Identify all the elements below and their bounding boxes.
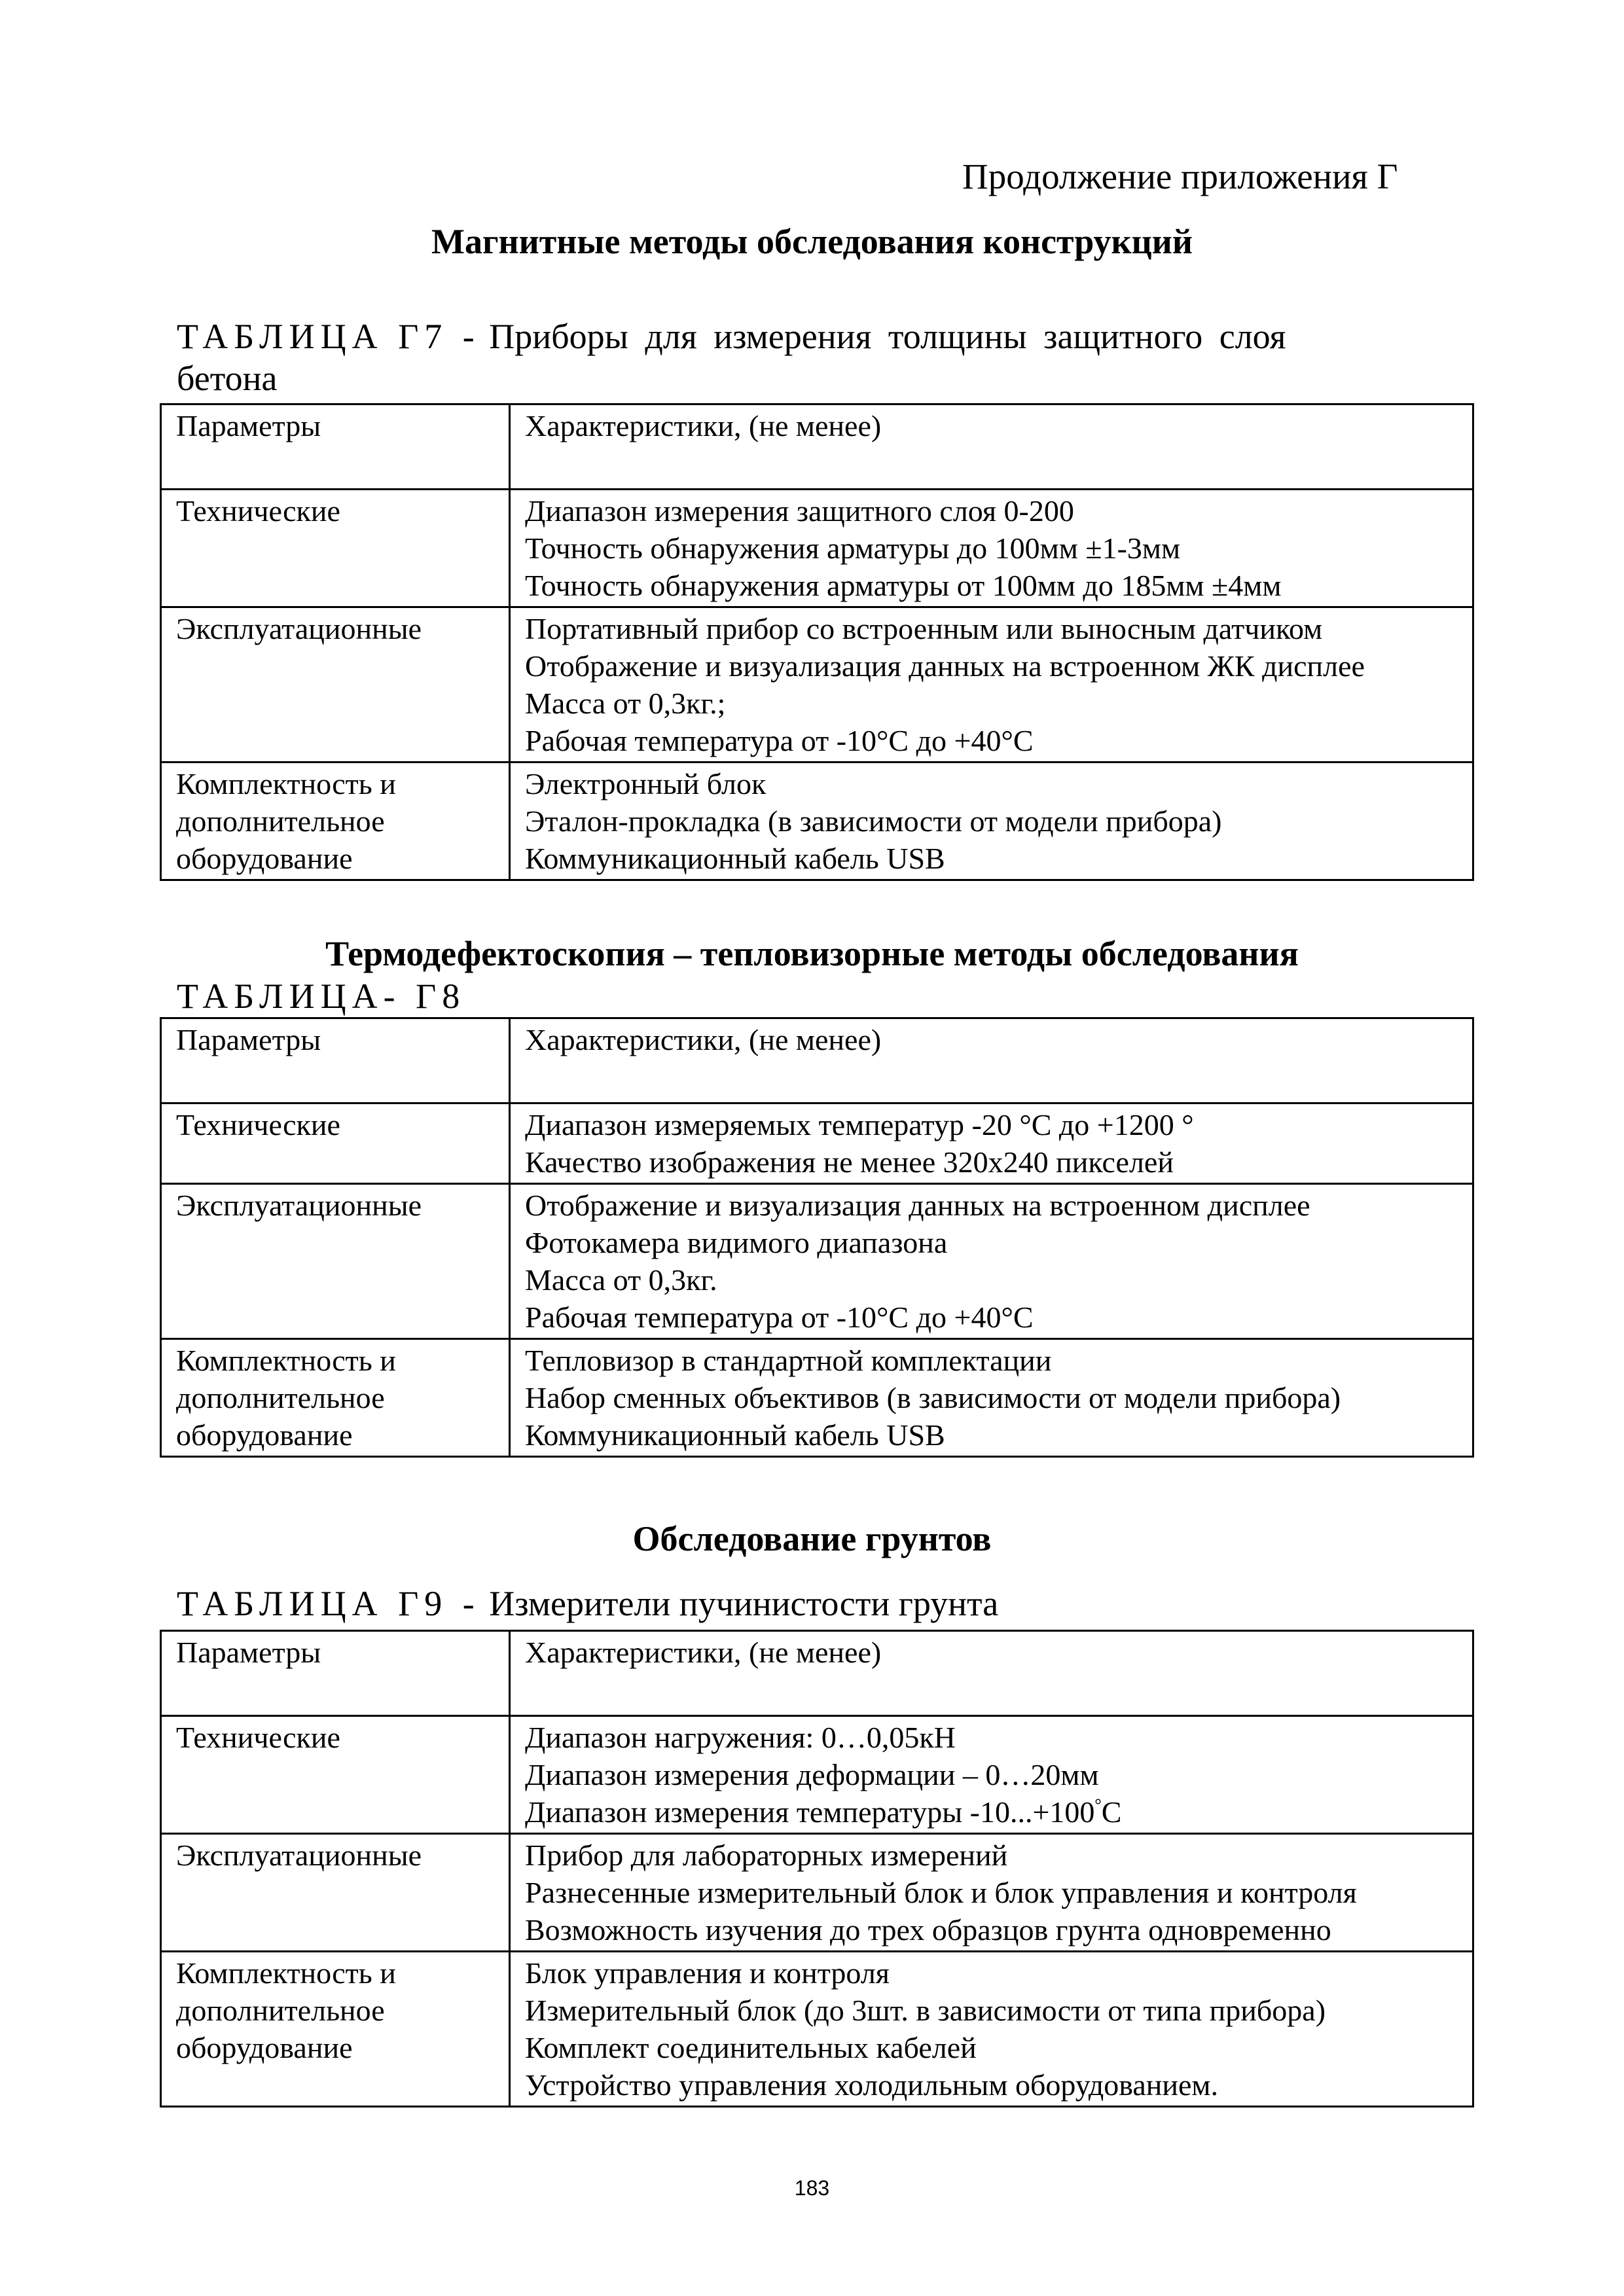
param-cell [161,762,510,880]
value-line: Качество изображения не менее 320х240 пикселей [525,1145,1174,1179]
param-label: Комплектность и [176,767,396,800]
value-line: Электронный блок [525,767,767,800]
value-line: Разнесенные измерительный блок и блок управления и контроля [525,1876,1357,1909]
value-line: Измерительный блок (до 3шт. в зависимости от типа прибора) [525,1994,1326,2027]
table-caption-g8 [177,975,465,1017]
value-line: Тепловизор в стандартной комплектации [525,1344,1052,1377]
param-label: Комплектность и [176,1344,396,1377]
value-line: Точность обнаружения арматуры до 100мм ±1-3мм [525,531,1181,565]
value-line: Рабочая температура от -10°С до +40°С [525,724,1034,757]
value-line: Набор сменных объективов (в зависимости от модели прибора) [525,1381,1341,1414]
unit-suffix: С [1101,1795,1122,1829]
table-row-operational [161,1834,1473,1952]
param-label: оборудование [176,2031,353,2064]
value-line: Диапазон измерения деформации – 0…20мм [525,1758,1099,1791]
value-line: Диапазон нагружения: 0…0,05кН [525,1721,956,1754]
header-cell-characteristics: Характеристики, (не менее) [510,1631,1473,1716]
param-label: оборудование [176,842,353,875]
table-header-row [161,1018,1473,1103]
table-caption-g9 [177,1583,998,1624]
table-row-technical [161,1103,1473,1184]
value-line: Устройство управления холодильным оборудованием. [525,2068,1219,2102]
param-cell [161,1834,510,1952]
param-label: дополнительное [176,1994,385,2027]
table-caption-g7 [177,315,1286,399]
values-cell [510,607,1473,762]
param-label: Эксплуатационные [176,612,422,645]
header-cell-parameters: Параметры [161,1631,510,1716]
value-line: Блок управления и контроля [525,1956,890,1990]
appendix-continuation-note: Продолжение приложения Г [962,156,1398,196]
param-cell [161,607,510,762]
table-row-technical [161,490,1473,607]
table-row-equipment [161,1339,1473,1457]
values-cell [510,1834,1473,1952]
param-cell [161,1716,510,1834]
values-cell [510,1103,1473,1184]
param-label: Технические [176,1108,340,1141]
value-line: Масса от 0,3кг. [525,1263,717,1297]
table-row-technical [161,1716,1473,1834]
section-title-magnetic: Магнитные методы обследования конструкций [431,222,1193,261]
value-line: Эталон-прокладка (в зависимости от модели прибора) [525,804,1222,838]
param-label: дополнительное [176,1381,385,1414]
table-g8 [160,1017,1474,1458]
param-label: Эксплуатационные [176,1839,422,1872]
table-caption-text: Приборы для измерения толщины защитного слоя [489,317,1286,356]
param-cell [161,490,510,607]
table-header-row [161,404,1473,490]
table-header-row [161,1631,1473,1716]
table-caption-prefix: ТАБЛИЦА Г7 - [177,317,480,356]
values-cell [510,1184,1473,1339]
param-cell [161,1339,510,1457]
values-cell [510,1716,1473,1834]
values-cell [510,1339,1473,1457]
table-row-operational [161,1184,1473,1339]
param-label: Комплектность и [176,1956,396,1990]
table-caption-prefix: ТАБЛИЦА Г9 - [177,1584,480,1623]
table-row-equipment [161,762,1473,880]
value-line: Масса от 0,3кг.; [525,687,726,720]
value-line: Диапазон измерения защитного слоя 0-200 [525,494,1074,528]
degree-sign: ° [1094,1795,1102,1814]
param-label: Эксплуатационные [176,1189,422,1222]
value-line: Точность обнаружения арматуры от 100мм до 185мм ±4мм [525,569,1282,602]
param-cell [161,1184,510,1339]
table-row-equipment [161,1952,1473,2107]
param-label: Технические [176,494,340,528]
table-row-operational [161,607,1473,762]
value-line-temperature [525,1793,1459,1831]
param-label: дополнительное [176,804,385,838]
header-cell-characteristics: Характеристики, (не менее) [510,404,1473,490]
table-g7 [160,403,1474,881]
value-line: Рабочая температура от -10°С до +40°С [525,1300,1034,1334]
section-title-soil: Обследование грунтов [632,1519,992,1558]
values-cell [510,1952,1473,2107]
table-caption-text-line2: бетона [177,359,278,398]
section-title-thermal: Термодефектоскопия – тепловизорные методы обследования [325,934,1299,973]
value-text: Диапазон измерения температуры -10...+100 [525,1795,1095,1829]
param-label: Технические [176,1721,340,1754]
param-cell [161,1103,510,1184]
value-line: Коммуникационный кабель USB [525,1418,945,1452]
value-line: Портативный прибор со встроенным или выносным датчиком [525,612,1323,645]
value-line: Коммуникационный кабель USB [525,842,945,875]
param-label: оборудование [176,1418,353,1452]
header-cell-characteristics: Характеристики, (не менее) [510,1018,1473,1103]
values-cell [510,490,1473,607]
header-cell-parameters: Параметры [161,1018,510,1103]
value-line: Фотокамера видимого диапазона [525,1226,948,1259]
value-line: Отображение и визуализация данных на встроенном дисплее [525,1189,1310,1222]
value-line: Прибор для лабораторных измерений [525,1839,1008,1872]
value-line: Диапазон измеряемых температур -20 °С до +1200 ° [525,1108,1194,1141]
value-line: Отображение и визуализация данных на встроенном ЖК дисплее [525,649,1365,683]
values-cell [510,762,1473,880]
param-cell [161,1952,510,2107]
page-number: 183 [794,2176,830,2200]
table-caption-prefix: ТАБЛИЦА- Г8 [177,977,466,1016]
value-line: Возможность изучения до трех образцов грунта одновременно [525,1913,1331,1946]
value-line: Комплект соединительных кабелей [525,2031,977,2064]
header-cell-parameters: Параметры [161,404,510,490]
table-g9 [160,1630,1474,2108]
table-caption-text: Измерители пучинистости грунта [489,1584,999,1623]
